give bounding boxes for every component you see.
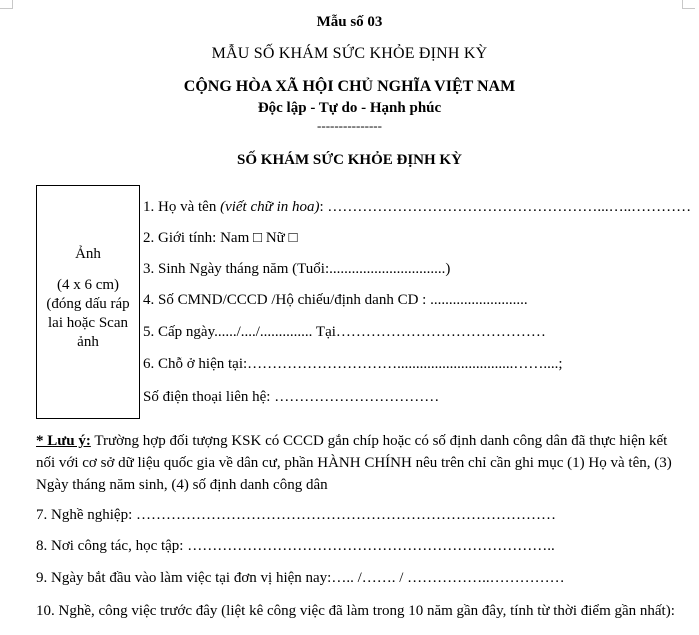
field-birth-date: 3. Sinh Ngày tháng năm (Tuổi:...............................) xyxy=(143,261,451,277)
nation-heading: CỘNG HÒA XÃ HỘI CHỦ NGHĨA VIỆT NAM xyxy=(183,78,516,95)
field-gender: 2. Giới tính: Nam □ Nữ □ xyxy=(143,230,298,246)
photo-label: Ảnh xyxy=(75,246,101,262)
field-full-name-blank: : ………………………………………………...…..………… xyxy=(319,199,692,215)
motto: Độc lập - Tự do - Hạnh phúc xyxy=(257,100,442,116)
field-full-name-label: 1. Họ và tên xyxy=(143,199,221,215)
photo-placeholder xyxy=(36,185,140,419)
page-corner-mark-right xyxy=(682,0,695,9)
row-start-date: 9. Ngày bắt đầu vào làm việc tại đơn vị hiện nay:….. /……. / ……………..…………… xyxy=(36,570,565,586)
note-label: * Lưu ý: xyxy=(36,433,91,449)
page-corner-mark-left xyxy=(0,0,13,9)
field-id-number: 4. Số CMND/CCCD /Hộ chiếu/định danh CD : .......................... xyxy=(143,292,528,308)
row-occupation: 7. Nghề nghiệp: ………………………………………………………………………… xyxy=(36,507,556,523)
book-title: SỐ KHÁM SỨC KHỎE ĐỊNH KỲ xyxy=(237,152,462,168)
field-issue-date: 5. Cấp ngày....../..../.............. Tại…………………………………… xyxy=(143,324,546,340)
field-phone: Số điện thoại liên hệ: …………………………… xyxy=(143,389,440,405)
note-paragraph xyxy=(36,430,676,496)
photo-note-3: ảnh xyxy=(77,334,99,350)
row-workplace: 8. Nơi công tác, học tập: ……………………………………………………………….. xyxy=(36,538,555,554)
row-previous-jobs: 10. Nghề, công việc trước đây (liệt kê công việc đã làm trong 10 năm gần đây, tính từ thời điểm gần nhất): xyxy=(36,603,675,619)
photo-note-2: lai hoặc Scan xyxy=(48,315,128,331)
field-address: 6. Chỗ ở hiện tại:…………………………...............................……....; xyxy=(143,356,563,372)
note-text: Trường hợp đối tượng KSK có CCCD gắn chíp hoặc có số định danh công dân đã thực hiện kết nối với cơ sở dữ liệu quốc gia về dân cư, phần HÀNH CHÍNH nêu trên chỉ cần ghi mục (1) Họ và tên, (3) Ngày tháng năm sinh, (4) số định danh công dân xyxy=(36,433,672,493)
form-number: Mẫu số 03 xyxy=(316,14,383,30)
photo-size: (4 x 6 cm) xyxy=(56,277,120,293)
field-full-name-hint: (viết chữ in hoa) xyxy=(220,199,320,215)
photo-note-1: (đóng dấu ráp xyxy=(46,296,130,312)
motto-rule: --------------- xyxy=(317,118,382,133)
field-full-name xyxy=(143,199,691,216)
form-title: MẪU SỐ KHÁM SỨC KHỎE ĐỊNH KỲ xyxy=(211,45,488,62)
